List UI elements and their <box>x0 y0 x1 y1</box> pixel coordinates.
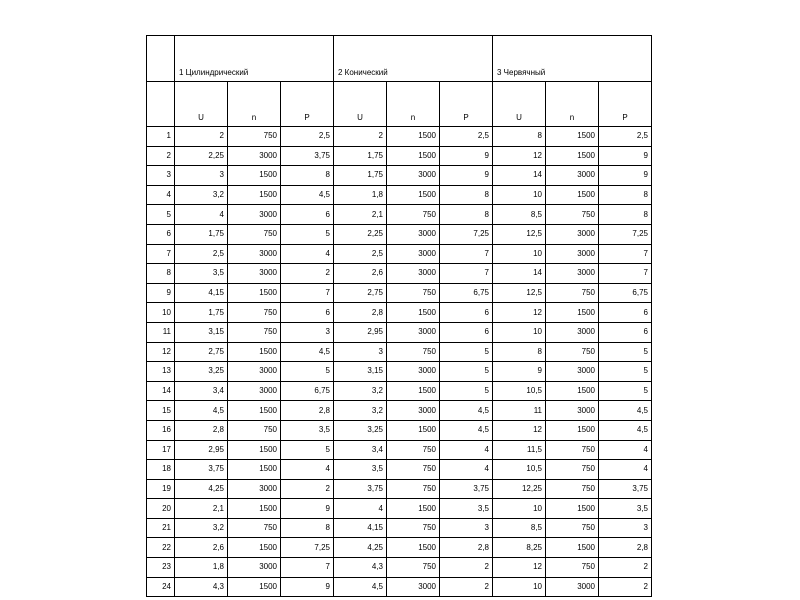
table-cell: 12,5 <box>493 283 546 303</box>
table-row <box>147 166 652 186</box>
table-cell: 2,75 <box>175 342 228 362</box>
table-cell: 750 <box>228 303 281 323</box>
table-cell: 7 <box>440 264 493 284</box>
table-cell: 3,5 <box>281 420 334 440</box>
table-cell: 3000 <box>387 322 440 342</box>
table-cell: 1,8 <box>175 558 228 578</box>
row-number-cell: 20 <box>147 499 175 519</box>
table-cell: 3000 <box>228 558 281 578</box>
table-cell: 5 <box>599 381 652 401</box>
table-cell: 1500 <box>387 185 440 205</box>
table-cell: 4 <box>334 499 387 519</box>
table-cell: 3000 <box>228 244 281 264</box>
table-row <box>147 283 652 303</box>
table-cell: 4 <box>440 460 493 480</box>
table-cell: 1500 <box>546 420 599 440</box>
table-cell: 2,1 <box>334 205 387 225</box>
table-cell: 4,15 <box>175 283 228 303</box>
table-cell: 750 <box>546 460 599 480</box>
table-cell: 2,5 <box>281 127 334 147</box>
table-cell: 4,5 <box>599 420 652 440</box>
subheader-u: U <box>334 82 387 127</box>
table-cell: 4,5 <box>281 342 334 362</box>
table-cell: 2 <box>599 558 652 578</box>
table-row <box>147 401 652 421</box>
table-cell: 2 <box>334 127 387 147</box>
group-header-cylindrical: 1 Цилиндрический <box>175 36 334 82</box>
table-cell: 750 <box>387 479 440 499</box>
subheader-p: P <box>281 82 334 127</box>
group-header-row <box>147 36 652 82</box>
table-cell: 3,75 <box>281 146 334 166</box>
table-cell: 3000 <box>387 362 440 382</box>
table-cell: 1500 <box>228 185 281 205</box>
subheader-n: n <box>546 82 599 127</box>
table-row <box>147 538 652 558</box>
table-row <box>147 499 652 519</box>
corner-cell <box>147 36 175 82</box>
table-cell: 3,75 <box>599 479 652 499</box>
table-cell: 2,95 <box>334 322 387 342</box>
table-cell: 1500 <box>387 303 440 323</box>
table-row <box>147 244 652 264</box>
subheader-row <box>147 82 652 127</box>
table-cell: 8 <box>493 342 546 362</box>
table-cell: 10 <box>493 185 546 205</box>
table-row <box>147 479 652 499</box>
table-cell: 750 <box>228 322 281 342</box>
table-cell: 9 <box>440 166 493 186</box>
table-cell: 2,8 <box>440 538 493 558</box>
table-cell: 9 <box>281 499 334 519</box>
table-cell: 2,6 <box>334 264 387 284</box>
table-row <box>147 420 652 440</box>
table-cell: 3 <box>175 166 228 186</box>
table-cell: 7 <box>281 558 334 578</box>
table-cell: 750 <box>546 205 599 225</box>
table-cell: 3000 <box>228 146 281 166</box>
table-cell: 8,25 <box>493 538 546 558</box>
table-cell: 14 <box>493 166 546 186</box>
table-row <box>147 205 652 225</box>
table-row <box>147 577 652 597</box>
table-cell: 3,5 <box>175 264 228 284</box>
table-cell: 3000 <box>387 401 440 421</box>
table-cell: 4 <box>599 440 652 460</box>
table-row <box>147 381 652 401</box>
table-cell: 4 <box>175 205 228 225</box>
table-cell: 12 <box>493 303 546 323</box>
table-cell: 1500 <box>228 283 281 303</box>
table-cell: 7 <box>281 283 334 303</box>
row-number-cell: 24 <box>147 577 175 597</box>
table-cell: 750 <box>387 205 440 225</box>
table-cell: 750 <box>228 518 281 538</box>
table-cell: 1500 <box>387 420 440 440</box>
table-cell: 10,5 <box>493 460 546 480</box>
table-cell: 1500 <box>546 303 599 323</box>
row-number-cell: 8 <box>147 264 175 284</box>
table-cell: 3,4 <box>334 440 387 460</box>
table-row <box>147 146 652 166</box>
table-cell: 3 <box>281 322 334 342</box>
table-cell: 10,5 <box>493 381 546 401</box>
subheader-n: n <box>387 82 440 127</box>
table-cell: 750 <box>387 440 440 460</box>
table-cell: 3000 <box>546 362 599 382</box>
table-cell: 1500 <box>387 381 440 401</box>
table-cell: 9 <box>440 146 493 166</box>
table-row <box>147 224 652 244</box>
table-cell: 2 <box>281 479 334 499</box>
table-cell: 1500 <box>387 499 440 519</box>
subheader-p: P <box>440 82 493 127</box>
table-cell: 2,75 <box>334 283 387 303</box>
table-cell: 1500 <box>546 127 599 147</box>
table-cell: 4,25 <box>334 538 387 558</box>
row-number-cell: 5 <box>147 205 175 225</box>
table-cell: 3 <box>599 518 652 538</box>
table-cell: 4 <box>440 440 493 460</box>
table-cell: 1500 <box>546 538 599 558</box>
table-row <box>147 460 652 480</box>
table-cell: 1500 <box>546 146 599 166</box>
table-cell: 3,75 <box>334 479 387 499</box>
table-row <box>147 303 652 323</box>
table-cell: 12 <box>493 146 546 166</box>
table-cell: 8 <box>440 205 493 225</box>
row-number-cell: 14 <box>147 381 175 401</box>
row-number-cell: 9 <box>147 283 175 303</box>
table-cell: 1,8 <box>334 185 387 205</box>
row-number-cell: 3 <box>147 166 175 186</box>
table-cell: 9 <box>599 146 652 166</box>
table-cell: 7,25 <box>440 224 493 244</box>
table-cell: 11 <box>493 401 546 421</box>
table-cell: 3,25 <box>175 362 228 382</box>
table-cell: 6 <box>599 322 652 342</box>
table-cell: 1500 <box>228 440 281 460</box>
table-cell: 3000 <box>546 166 599 186</box>
table-cell: 6,75 <box>281 381 334 401</box>
table-cell: 3,15 <box>334 362 387 382</box>
table-row <box>147 362 652 382</box>
row-number-cell: 17 <box>147 440 175 460</box>
table-cell: 2,8 <box>599 538 652 558</box>
table-cell: 2,5 <box>334 244 387 264</box>
table-cell: 750 <box>387 518 440 538</box>
corner-cell <box>147 82 175 127</box>
table-cell: 750 <box>546 440 599 460</box>
table-cell: 8,5 <box>493 518 546 538</box>
table-cell: 3000 <box>387 166 440 186</box>
table-cell: 2,8 <box>175 420 228 440</box>
table-cell: 2 <box>281 264 334 284</box>
row-number-cell: 7 <box>147 244 175 264</box>
table-cell: 750 <box>228 224 281 244</box>
table-cell: 3000 <box>228 362 281 382</box>
table-cell: 7 <box>599 264 652 284</box>
table-cell: 12 <box>493 558 546 578</box>
table-cell: 6 <box>599 303 652 323</box>
table-cell: 4,5 <box>440 401 493 421</box>
table-row <box>147 322 652 342</box>
row-number-cell: 11 <box>147 322 175 342</box>
table-cell: 2,25 <box>175 146 228 166</box>
table-cell: 12,5 <box>493 224 546 244</box>
table-cell: 1,75 <box>175 303 228 323</box>
table-cell: 3000 <box>546 244 599 264</box>
row-number-cell: 1 <box>147 127 175 147</box>
table-cell: 3000 <box>228 381 281 401</box>
row-number-cell: 19 <box>147 479 175 499</box>
table-cell: 750 <box>387 283 440 303</box>
table-cell: 3,75 <box>440 479 493 499</box>
table-cell: 750 <box>546 479 599 499</box>
table-cell: 3000 <box>387 244 440 264</box>
table-cell: 3000 <box>546 577 599 597</box>
table-cell: 2 <box>440 577 493 597</box>
table-cell: 750 <box>546 558 599 578</box>
data-table <box>146 35 652 597</box>
table-cell: 2,8 <box>281 401 334 421</box>
table-cell: 3,5 <box>599 499 652 519</box>
table-cell: 1500 <box>546 185 599 205</box>
table-cell: 2 <box>599 577 652 597</box>
table-cell: 4,15 <box>334 518 387 538</box>
subheader-u: U <box>175 82 228 127</box>
table-cell: 1500 <box>228 460 281 480</box>
table-cell: 5 <box>281 440 334 460</box>
table-cell: 1500 <box>228 166 281 186</box>
table-cell: 12,25 <box>493 479 546 499</box>
table-cell: 3,5 <box>334 460 387 480</box>
table-cell: 1500 <box>387 538 440 558</box>
row-number-cell: 15 <box>147 401 175 421</box>
table-cell: 7 <box>599 244 652 264</box>
table-cell: 4,5 <box>599 401 652 421</box>
table-cell: 7,25 <box>281 538 334 558</box>
table-cell: 3,15 <box>175 322 228 342</box>
table-cell: 8 <box>440 185 493 205</box>
table-cell: 2,95 <box>175 440 228 460</box>
table-row <box>147 185 652 205</box>
table-cell: 8 <box>281 166 334 186</box>
table-cell: 3,25 <box>334 420 387 440</box>
table-cell: 3,4 <box>175 381 228 401</box>
table-cell: 7,25 <box>599 224 652 244</box>
table-cell: 1,75 <box>334 166 387 186</box>
table-cell: 3000 <box>387 264 440 284</box>
table-cell: 1500 <box>546 499 599 519</box>
table-cell: 10 <box>493 577 546 597</box>
table-cell: 4,5 <box>175 401 228 421</box>
table-cell: 3,5 <box>440 499 493 519</box>
table-cell: 4,25 <box>175 479 228 499</box>
table-cell: 5 <box>440 342 493 362</box>
table-cell: 2,5 <box>440 127 493 147</box>
table-cell: 1,75 <box>175 224 228 244</box>
table-cell: 4 <box>281 244 334 264</box>
table-cell: 10 <box>493 322 546 342</box>
table-cell: 3000 <box>387 577 440 597</box>
table-cell: 2,25 <box>334 224 387 244</box>
subheader-p: P <box>599 82 652 127</box>
table-cell: 8 <box>599 185 652 205</box>
row-number-cell: 22 <box>147 538 175 558</box>
table-cell: 3000 <box>546 322 599 342</box>
row-number-cell: 4 <box>147 185 175 205</box>
group-header-conical: 2 Конический <box>334 36 493 82</box>
table-cell: 7 <box>440 244 493 264</box>
table-cell: 8 <box>493 127 546 147</box>
table-cell: 2,1 <box>175 499 228 519</box>
table-cell: 3,2 <box>334 401 387 421</box>
table-cell: 10 <box>493 244 546 264</box>
table-body <box>147 36 652 597</box>
table-cell: 5 <box>281 362 334 382</box>
table-cell: 4,3 <box>175 577 228 597</box>
table-cell: 5 <box>281 224 334 244</box>
table-cell: 4 <box>281 460 334 480</box>
table-cell: 750 <box>228 420 281 440</box>
table-row <box>147 518 652 538</box>
table-cell: 3000 <box>546 224 599 244</box>
table-cell: 3,2 <box>175 518 228 538</box>
table-row <box>147 440 652 460</box>
table-cell: 12 <box>493 420 546 440</box>
table-cell: 1500 <box>228 342 281 362</box>
table-cell: 750 <box>546 283 599 303</box>
row-number-cell: 18 <box>147 460 175 480</box>
table-cell: 5 <box>440 362 493 382</box>
table-cell: 9 <box>281 577 334 597</box>
table-cell: 5 <box>599 342 652 362</box>
table-cell: 1500 <box>228 499 281 519</box>
table-cell: 5 <box>599 362 652 382</box>
table-cell: 6,75 <box>599 283 652 303</box>
table-cell: 2 <box>440 558 493 578</box>
table-cell: 3 <box>440 518 493 538</box>
table-cell: 4,3 <box>334 558 387 578</box>
table-cell: 1500 <box>228 577 281 597</box>
table-row <box>147 127 652 147</box>
table-cell: 11,5 <box>493 440 546 460</box>
table-cell: 8 <box>281 518 334 538</box>
table-cell: 3000 <box>387 224 440 244</box>
table-cell: 750 <box>387 558 440 578</box>
row-number-cell: 13 <box>147 362 175 382</box>
table-cell: 2,6 <box>175 538 228 558</box>
table-cell: 4 <box>599 460 652 480</box>
table-row <box>147 558 652 578</box>
group-header-worm: 3 Червячный <box>493 36 652 82</box>
table-cell: 1500 <box>546 381 599 401</box>
table-cell: 1500 <box>228 401 281 421</box>
table-cell: 2 <box>175 127 228 147</box>
row-number-cell: 6 <box>147 224 175 244</box>
table-cell: 2,5 <box>175 244 228 264</box>
table-cell: 1500 <box>228 538 281 558</box>
table-cell: 750 <box>546 342 599 362</box>
table-cell: 2,8 <box>334 303 387 323</box>
table-cell: 1500 <box>387 127 440 147</box>
table-cell: 750 <box>546 518 599 538</box>
table-cell: 3 <box>334 342 387 362</box>
table-cell: 3000 <box>228 479 281 499</box>
table-cell: 9 <box>493 362 546 382</box>
table-cell: 6,75 <box>440 283 493 303</box>
table-cell: 3,75 <box>175 460 228 480</box>
table-cell: 2,5 <box>599 127 652 147</box>
table-cell: 3000 <box>546 401 599 421</box>
table-cell: 6 <box>440 322 493 342</box>
table-cell: 6 <box>440 303 493 323</box>
table-cell: 1,75 <box>334 146 387 166</box>
subheader-u: U <box>493 82 546 127</box>
table-cell: 6 <box>281 303 334 323</box>
row-number-cell: 21 <box>147 518 175 538</box>
table-cell: 750 <box>387 460 440 480</box>
table-row <box>147 342 652 362</box>
row-number-cell: 2 <box>147 146 175 166</box>
table-cell: 3000 <box>228 205 281 225</box>
table-cell: 4,5 <box>334 577 387 597</box>
table-cell: 4,5 <box>281 185 334 205</box>
table-row <box>147 264 652 284</box>
table-cell: 14 <box>493 264 546 284</box>
table-cell: 10 <box>493 499 546 519</box>
table-cell: 8 <box>599 205 652 225</box>
subheader-n: n <box>228 82 281 127</box>
table-cell: 3,2 <box>334 381 387 401</box>
row-number-cell: 23 <box>147 558 175 578</box>
row-number-cell: 16 <box>147 420 175 440</box>
table-cell: 9 <box>599 166 652 186</box>
table-cell: 750 <box>387 342 440 362</box>
table-cell: 750 <box>228 127 281 147</box>
row-number-cell: 10 <box>147 303 175 323</box>
table-cell: 4,5 <box>440 420 493 440</box>
table-cell: 6 <box>281 205 334 225</box>
table-cell: 8,5 <box>493 205 546 225</box>
row-number-cell: 12 <box>147 342 175 362</box>
table-cell: 3000 <box>228 264 281 284</box>
table-cell: 3000 <box>546 264 599 284</box>
table-cell: 5 <box>440 381 493 401</box>
table-cell: 3,2 <box>175 185 228 205</box>
table-cell: 1500 <box>387 146 440 166</box>
